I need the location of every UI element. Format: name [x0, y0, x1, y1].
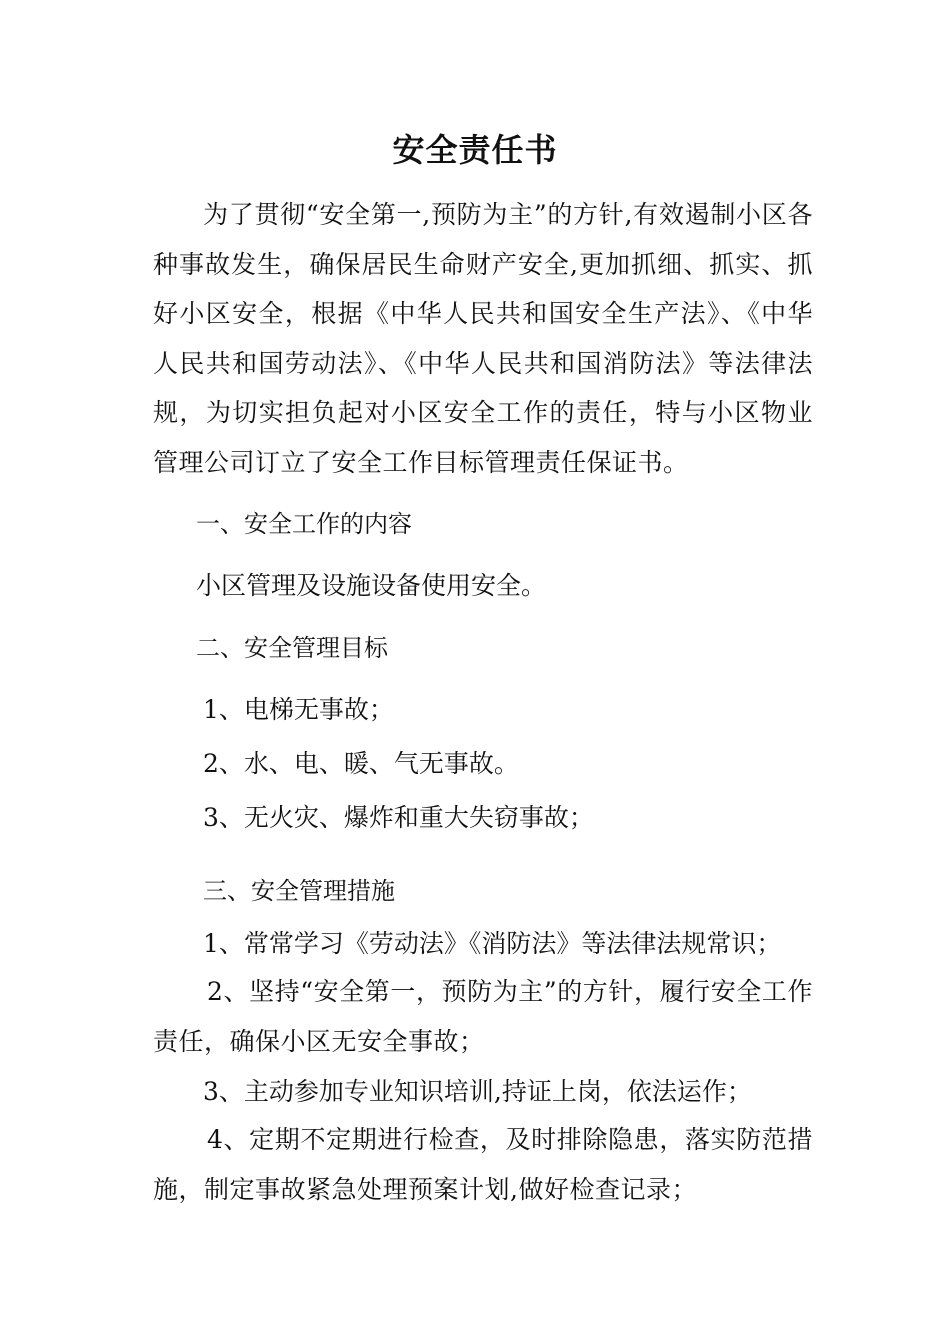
measure-item: 1、常常学习《劳动法》《消防法》等法律法规常识；	[203, 929, 782, 958]
measure-item: 2、坚持“安全第一，预防为主”的方针，履行安全工作责任，确保小区无安全事故；	[153, 977, 813, 1056]
section-heading-goals: 二、安全管理目标	[196, 634, 388, 662]
goal-item: 3、无火灾、爆炸和重大失窃事故；	[203, 803, 594, 832]
measure-item: 3、主动参加专业知识培训,持证上岗，依法运作；	[203, 1077, 752, 1106]
goal-item: 1、电梯无事故；	[203, 695, 394, 724]
section-content-text: 小区管理及设施设备使用安全。	[196, 571, 547, 600]
measure-item: 4、定期不定期进行检查，及时排除隐患，落实防范措施，制定事故紧急处理预案计划,做好检查记录；	[153, 1125, 813, 1204]
document-title: 安全责任书	[392, 131, 558, 169]
section-heading-content: 一、安全工作的内容	[196, 510, 412, 538]
goal-item: 2、水、电、暖、气无事故。	[203, 749, 519, 778]
intro-paragraph: 为了贯彻“安全第一,预防为主”的方针,有效遏制小区各种事故发生，确保居民生命财产安全,更加抓细、抓实、抓好小区安全，根据《中华人民共和国安全生产法》、《中华人民共和国劳动法》、《中华人民共和国消防法》等法律法规，为切实担负起对小区安全工作的责任，特与小区物业管理公司订立了安全工作目标管理责任保证书。	[153, 200, 813, 477]
section-heading-measures: 三、安全管理措施	[203, 877, 395, 905]
